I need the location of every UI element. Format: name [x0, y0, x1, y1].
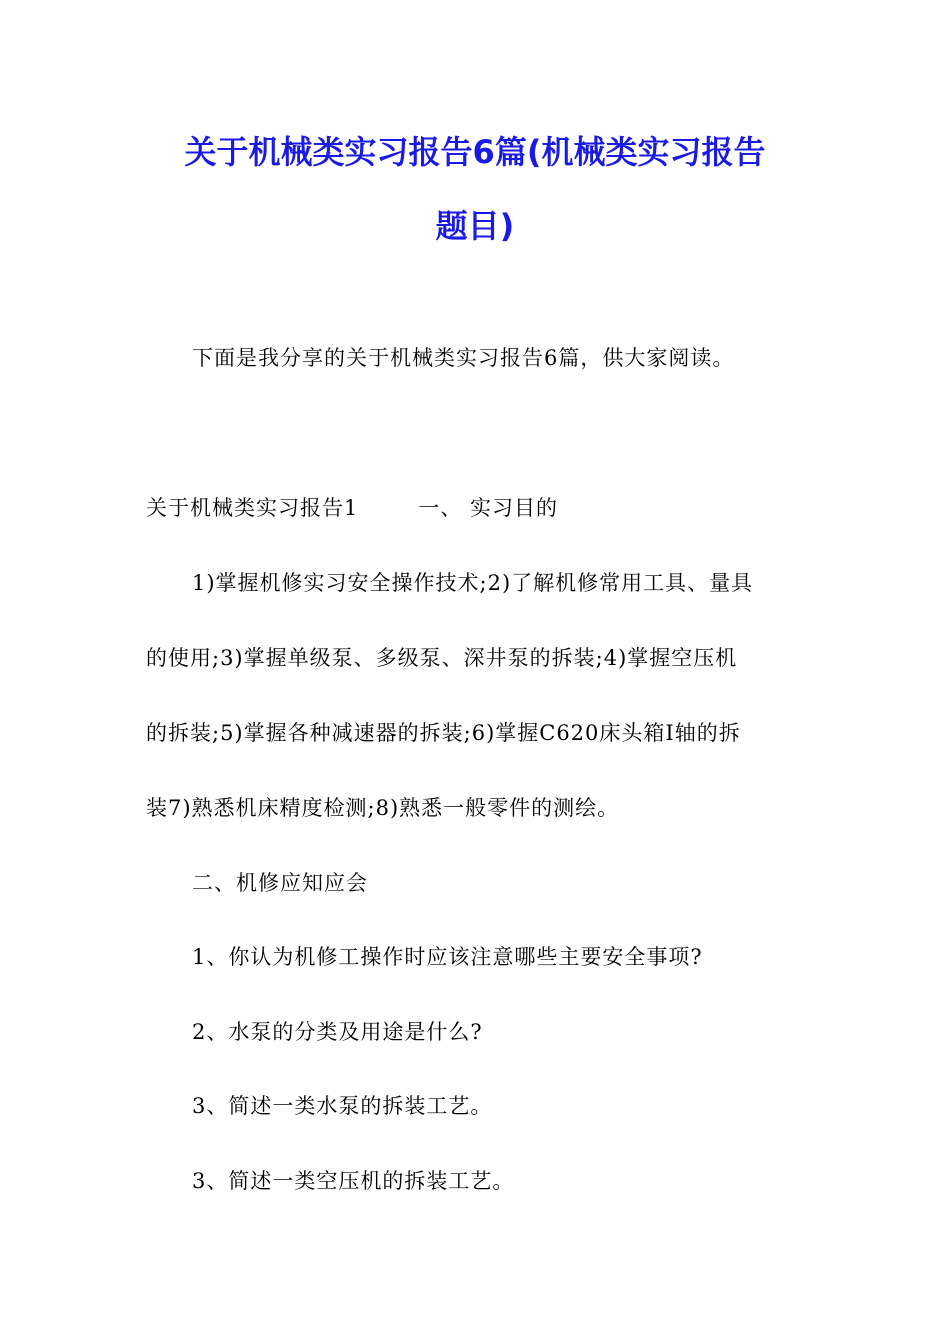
question-item: 3、简述一类水泵的拆装工艺。	[192, 1094, 493, 1118]
paragraph-line: 的拆装;5)掌握各种减速器的拆装;6)掌握C620床头箱Ⅰ轴的拆	[146, 721, 741, 745]
question-item: 1、你认为机修工操作时应该注意哪些主要安全事项?	[192, 945, 703, 969]
subsection-title: 一、 实习目的	[418, 496, 559, 520]
document-title-line-2: 题目)	[435, 207, 515, 245]
question-item: 2、水泵的分类及用途是什么?	[192, 1020, 483, 1044]
section-title: 关于机械类实习报告1	[146, 496, 359, 520]
intro-paragraph: 下面是我分享的关于机械类实习报告6篇，供大家阅读。	[192, 346, 735, 370]
section-heading-row	[146, 493, 558, 523]
document-title-line-1: 关于机械类实习报告6篇(机械类实习报告	[184, 133, 766, 171]
paragraph-line: 装7)熟悉机床精度检测;8)熟悉一般零件的测绘。	[146, 796, 620, 820]
paragraph-line: 1)掌握机修实习安全操作技术;2)了解机修常用工具、量具	[192, 571, 754, 595]
question-item: 3、简述一类空压机的拆装工艺。	[192, 1169, 515, 1193]
paragraph-line: 的使用;3)掌握单级泵、多级泵、深井泵的拆装;4)掌握空压机	[146, 646, 738, 670]
section-2-heading: 二、机修应知应会	[192, 871, 368, 895]
